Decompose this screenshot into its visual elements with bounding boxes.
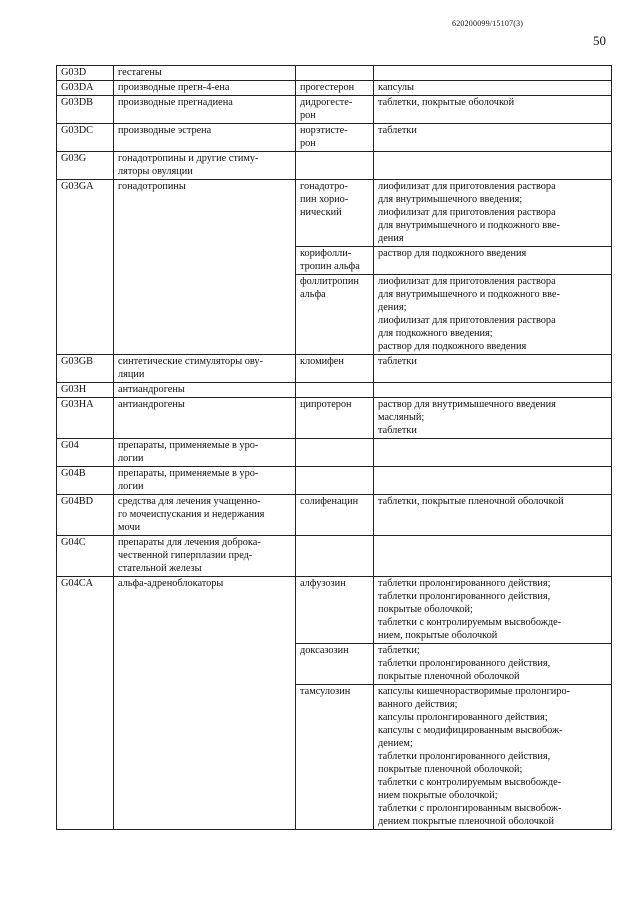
drug-name-cell-line: рон [300, 138, 316, 149]
drug-name-cell [296, 495, 374, 536]
group-name-cell [114, 81, 296, 96]
dosage-form-cell-line: капсулы кишечнорастворимые пролонгиро- [378, 686, 571, 697]
group-name-cell-line: средства для лечения учащенно- [118, 496, 261, 507]
group-name-cell-line: производные прегнадиена [118, 97, 233, 108]
dosage-form-cell-line: раствор для подкожного введения [378, 248, 527, 259]
table-row [57, 577, 612, 644]
group-name-cell [114, 180, 296, 355]
drug-name-cell-line: кломифен [300, 356, 344, 367]
atc-drug-table [56, 65, 612, 830]
group-name-cell [114, 495, 296, 536]
drug-name-cell [296, 644, 374, 685]
dosage-form-cell-line: покрытые пленочной оболочкой; [378, 764, 523, 775]
dosage-form-cell-line: таблетки с контролируемым высвобожде- [378, 617, 562, 628]
group-name-cell-line: ляции [118, 369, 145, 380]
dosage-form-cell [374, 685, 612, 830]
table-row [57, 383, 612, 398]
group-name-cell [114, 66, 296, 81]
drug-name-cell [296, 81, 374, 96]
drug-name-cell [296, 355, 374, 383]
drug-name-cell-line: ципротерон [300, 399, 352, 410]
drug-name-cell [296, 96, 374, 124]
dosage-form-cell-line: лиофилизат для приготовления раствора [378, 315, 556, 326]
table-row [57, 536, 612, 577]
drug-name-cell [296, 124, 374, 152]
table-row [57, 495, 612, 536]
drug-name-cell-line: рон [300, 110, 316, 121]
dosage-form-cell-line: таблетки; [378, 645, 420, 656]
dosage-form-cell [374, 124, 612, 152]
dosage-form-cell [374, 66, 612, 81]
table-row [57, 439, 612, 467]
group-name-cell-line: гонадотропины [118, 181, 186, 192]
group-name-cell-line: производные эстрена [118, 125, 212, 136]
group-name-cell [114, 355, 296, 383]
group-name-cell-line: антиандрогены [118, 384, 185, 395]
dosage-form-cell [374, 398, 612, 439]
drug-name-cell-line: алфузозин [300, 578, 346, 589]
dosage-form-cell-line: лиофилизат для приготовления раствора [378, 276, 556, 287]
atc-code-cell: G03HA [57, 398, 114, 439]
drug-name-cell [296, 398, 374, 439]
dosage-form-cell-line: капсулы с модифицированным высвобож- [378, 725, 563, 736]
drug-name-cell [296, 685, 374, 830]
dosage-form-cell-line: лиофилизат для приготовления раствора [378, 207, 556, 218]
drug-name-cell-line: нический [300, 207, 342, 218]
drug-name-cell [296, 439, 374, 467]
dosage-form-cell-line: раствор для внутримышечного введения [378, 399, 556, 410]
dosage-form-cell [374, 536, 612, 577]
dosage-form-cell [374, 81, 612, 96]
drug-name-cell [296, 152, 374, 180]
drug-name-cell-line: тропин альфа [300, 261, 360, 272]
dosage-form-cell-line: лиофилизат для приготовления раствора [378, 181, 556, 192]
group-name-cell-line: гестагены [118, 67, 162, 78]
dosage-form-cell-line: покрытые оболочкой; [378, 604, 473, 615]
group-name-cell-line: логии [118, 453, 144, 464]
drug-name-cell [296, 467, 374, 495]
group-name-cell [114, 467, 296, 495]
dosage-form-cell [374, 383, 612, 398]
dosage-form-cell-line: раствор для подкожного введения [378, 341, 527, 352]
group-name-cell-line: синтетические стимуляторы ову- [118, 356, 263, 367]
dosage-form-cell-line: таблетки пролонгированного действия; [378, 578, 551, 589]
atc-code-cell: G04BD [57, 495, 114, 536]
group-name-cell [114, 398, 296, 439]
dosage-form-cell-line: дения; [378, 302, 407, 313]
dosage-form-cell-line: нием покрытые оболочкой; [378, 790, 498, 801]
atc-code-cell: G03D [57, 66, 114, 81]
drug-name-cell-line: солифенацин [300, 496, 359, 507]
drug-name-cell [296, 66, 374, 81]
page-number: 50 [593, 33, 606, 48]
dosage-form-cell [374, 180, 612, 247]
dosage-form-cell-line: таблетки пролонгированного действия, [378, 658, 551, 669]
atc-code-cell: G03GA [57, 180, 114, 355]
drug-name-cell [296, 180, 374, 247]
group-name-cell-line: го мочеиспускания и недержания [118, 509, 265, 520]
group-name-cell [114, 96, 296, 124]
table-row [57, 398, 612, 439]
dosage-form-cell [374, 577, 612, 644]
dosage-form-cell [374, 96, 612, 124]
dosage-form-cell-line: капсулы [378, 82, 414, 93]
group-name-cell-line: препараты для лечения доброка- [118, 537, 261, 548]
group-name-cell-line: стательной железы [118, 563, 202, 574]
group-name-cell-line: препараты, применяемые в уро- [118, 440, 259, 451]
dosage-form-cell-line: дением покрытые пленочной оболочкой [378, 816, 555, 827]
group-name-cell-line: антиандрогены [118, 399, 185, 410]
table-row [57, 152, 612, 180]
group-name-cell [114, 577, 296, 830]
dosage-form-cell-line: дением; [378, 738, 413, 749]
dosage-form-cell-line: таблетки с контролируемым высвобожде- [378, 777, 562, 788]
atc-code-cell: G04C [57, 536, 114, 577]
atc-code-cell: G04B [57, 467, 114, 495]
drug-name-cell-line: гонадотро- [300, 181, 348, 192]
group-name-cell-line: производные прегн-4-ена [118, 82, 230, 93]
drug-name-cell-line: доксазозин [300, 645, 349, 656]
dosage-form-cell-line: покрытые пленочной оболочкой [378, 671, 520, 682]
dosage-form-cell-line: таблетки с пролонгированным высвобож- [378, 803, 562, 814]
dosage-form-cell [374, 275, 612, 355]
group-name-cell [114, 124, 296, 152]
atc-code-cell: G03DC [57, 124, 114, 152]
group-name-cell-line: мочи [118, 522, 141, 533]
table-row [57, 81, 612, 96]
atc-code-cell: G04CA [57, 577, 114, 830]
table-row [57, 180, 612, 247]
group-name-cell [114, 536, 296, 577]
group-name-cell [114, 383, 296, 398]
group-name-cell-line: гонадотропины и другие стиму- [118, 153, 259, 164]
atc-code-cell: G03G [57, 152, 114, 180]
dosage-form-cell-line: нием, покрытые оболочкой [378, 630, 498, 641]
drug-name-cell [296, 275, 374, 355]
dosage-form-cell [374, 495, 612, 536]
document-id: 620200099/15107(3) [452, 19, 524, 28]
dosage-form-cell-line: таблетки пролонгированного действия, [378, 751, 551, 762]
drug-name-cell [296, 383, 374, 398]
dosage-form-cell-line: таблетки, покрытые оболочкой [378, 97, 515, 108]
table-row [57, 467, 612, 495]
dosage-form-cell [374, 355, 612, 383]
drug-name-cell-line: тамсулозин [300, 686, 351, 697]
drug-name-cell-line: альфа [300, 289, 326, 300]
atc-code-cell: G03DA [57, 81, 114, 96]
dosage-form-cell [374, 644, 612, 685]
dosage-form-cell-line: таблетки [378, 356, 417, 367]
dosage-form-cell-line: капсулы пролонгированного действия; [378, 712, 548, 723]
dosage-form-cell [374, 467, 612, 495]
dosage-form-cell-line: таблетки, покрытые пленочной оболочкой [378, 496, 564, 507]
atc-code-cell: G03GB [57, 355, 114, 383]
drug-name-cell [296, 577, 374, 644]
drug-name-cell-line: корифолли- [300, 248, 352, 259]
dosage-form-cell-line: ванного действия; [378, 699, 458, 710]
table-row [57, 124, 612, 152]
group-name-cell-line: логии [118, 481, 144, 492]
drug-name-cell-line: пин хорио- [300, 194, 349, 205]
atc-code-cell: G03H [57, 383, 114, 398]
table-row [57, 96, 612, 124]
atc-code-cell: G03DB [57, 96, 114, 124]
group-name-cell [114, 152, 296, 180]
drug-name-cell [296, 536, 374, 577]
dosage-form-cell-line: дения [378, 233, 404, 244]
drug-name-cell-line: фоллитропин [300, 276, 359, 287]
dosage-form-cell-line: таблетки пролонгированного действия, [378, 591, 551, 602]
table-row [57, 355, 612, 383]
group-name-cell [114, 439, 296, 467]
dosage-form-cell-line: масляный; [378, 412, 425, 423]
drug-name-cell-line: дидрогесте- [300, 97, 353, 108]
drug-name-cell [296, 247, 374, 275]
drug-name-cell-line: норэтисте- [300, 125, 348, 136]
dosage-form-cell-line: для внутримышечного введения; [378, 194, 523, 205]
atc-code-cell: G04 [57, 439, 114, 467]
dosage-form-cell-line: для подкожного введения; [378, 328, 493, 339]
group-name-cell-line: ляторы овуляции [118, 166, 193, 177]
dosage-form-cell-line: для внутримышечного и подкожного вве- [378, 289, 560, 300]
table-row [57, 66, 612, 81]
dosage-form-cell [374, 439, 612, 467]
group-name-cell-line: альфа-адреноблокаторы [118, 578, 224, 589]
group-name-cell-line: чественной гиперплазии пред- [118, 550, 253, 561]
atc-table-body [57, 66, 612, 830]
group-name-cell-line: препараты, применяемые в уро- [118, 468, 259, 479]
drug-name-cell-line: прогестерон [300, 82, 355, 93]
dosage-form-cell [374, 247, 612, 275]
dosage-form-cell-line: для внутримышечного и подкожного вве- [378, 220, 560, 231]
dosage-form-cell-line: таблетки [378, 125, 417, 136]
dosage-form-cell-line: таблетки [378, 425, 417, 436]
dosage-form-cell [374, 152, 612, 180]
